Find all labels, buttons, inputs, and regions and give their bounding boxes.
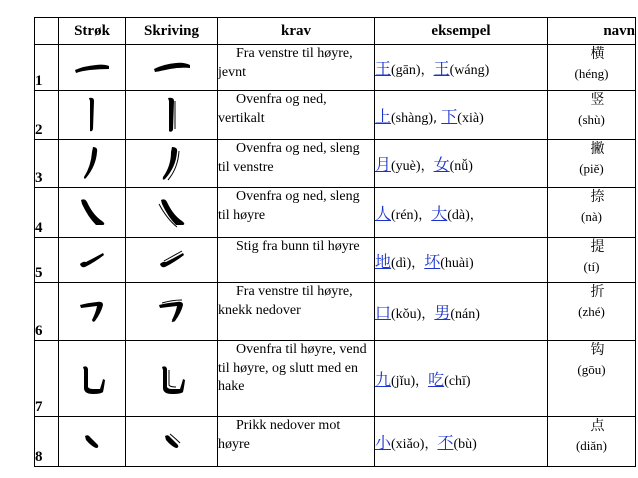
stroke-name-hanzi: 钩	[590, 342, 605, 358]
separator: ，	[469, 208, 483, 223]
example-pinyin: (gān)	[391, 63, 421, 78]
stroke-name-pinyin: (shù)	[578, 112, 605, 127]
hook-stroke-brush-icon	[156, 361, 188, 397]
stroke-name-pinyin: (nà)	[581, 209, 602, 224]
stroke-cell	[59, 283, 126, 341]
stroke-name-hanzi: 点	[590, 418, 605, 434]
header-eksempel: eksempel	[375, 18, 548, 45]
example-link[interactable]: 下	[441, 106, 458, 126]
writing-cell	[126, 188, 218, 238]
row-number: 1	[35, 45, 59, 91]
stroke-name-cell	[548, 188, 636, 238]
dot-stroke-brush-icon	[159, 429, 185, 455]
requirement-text: Ovenfra til høyre, vend til høyre, og slutt med en hake	[218, 342, 367, 394]
example-pinyin: (bù)	[453, 437, 477, 452]
table-row	[35, 91, 636, 140]
requirement-cell	[218, 238, 375, 283]
turning-stroke-icon	[77, 295, 107, 329]
writing-cell	[126, 283, 218, 341]
requirement-cell	[218, 417, 375, 467]
stroke-name-cell	[548, 341, 636, 417]
header-row	[35, 18, 636, 45]
row-number: 8	[35, 417, 59, 467]
example-pinyin: (shàng)	[391, 110, 434, 126]
separator: ，	[421, 307, 435, 322]
separator: ，	[415, 374, 429, 389]
stroke-cell	[59, 91, 126, 140]
example-pinyin: (jǐu)	[391, 374, 416, 389]
example-cell	[375, 283, 548, 341]
example-link[interactable]: 口	[375, 303, 392, 322]
example-cell	[375, 341, 548, 417]
separator: ，	[411, 255, 425, 271]
writing-cell	[126, 417, 218, 467]
example-pinyin: (xiǎo)	[391, 437, 425, 452]
left-falling-stroke-brush-icon	[159, 144, 185, 184]
example-link[interactable]: 小	[375, 433, 392, 452]
stroke-name-pinyin: (tí)	[583, 259, 600, 274]
example-pinyin: (yuè)	[391, 159, 421, 174]
stroke-name-hanzi: 竖	[590, 92, 605, 108]
stroke-name-hanzi: 提	[590, 239, 605, 255]
requirement-cell	[218, 341, 375, 417]
example-link[interactable]: 王	[433, 59, 450, 78]
writing-cell	[126, 341, 218, 417]
turning-stroke-brush-icon	[156, 295, 188, 329]
separator: ，	[420, 159, 434, 174]
example-link[interactable]: 地	[375, 251, 392, 271]
example-link[interactable]: 男	[434, 303, 451, 322]
requirement-text: Prikk nedover mot høyre	[218, 418, 341, 452]
example-pinyin: (kǒu)	[391, 307, 422, 322]
stroke-name-pinyin: (héng)	[574, 66, 609, 81]
stroke-name-cell	[548, 238, 636, 283]
requirement-cell	[218, 91, 375, 140]
stroke-name-cell	[548, 140, 636, 188]
example-pinyin: (dì)	[391, 255, 412, 271]
stroke-name-pinyin: (zhé)	[578, 304, 605, 319]
stroke-name-hanzi: 撇	[590, 141, 605, 157]
stroke-name-cell	[548, 417, 636, 467]
horizontal-stroke-icon	[72, 53, 112, 83]
horizontal-stroke-brush-icon	[150, 53, 194, 83]
writing-cell	[126, 91, 218, 140]
row-number: 7	[35, 341, 59, 417]
header-number	[35, 18, 59, 45]
stroke-cell	[59, 45, 126, 91]
table-row	[35, 417, 636, 467]
separator: ，	[418, 208, 432, 223]
row-number: 5	[35, 238, 59, 283]
table-row	[35, 45, 636, 91]
requirement-cell	[218, 45, 375, 91]
example-pinyin: (rén)	[391, 208, 419, 223]
writing-cell	[126, 238, 218, 283]
header-navn: navn	[548, 18, 636, 45]
separator: ，	[424, 437, 438, 452]
stroke-name-pinyin: (diǎn)	[575, 438, 608, 453]
writing-cell	[126, 140, 218, 188]
left-falling-stroke-icon	[80, 144, 104, 184]
stroke-name-cell	[548, 91, 636, 140]
stroke-cell	[59, 417, 126, 467]
example-cell	[375, 140, 548, 188]
header-strok: Strøk	[59, 18, 126, 45]
rising-stroke-icon	[76, 245, 108, 275]
stroke-cell	[59, 140, 126, 188]
requirement-text: Fra venstre til høyre, knekk nedover	[218, 284, 353, 318]
stroke-cell	[59, 341, 126, 417]
requirement-cell	[218, 283, 375, 341]
row-number: 4	[35, 188, 59, 238]
separator: ,	[433, 110, 442, 126]
stroke-name-cell	[548, 283, 636, 341]
example-pinyin: (wáng)	[449, 63, 490, 78]
vertical-stroke-brush-icon	[161, 95, 183, 135]
example-link[interactable]: 王	[375, 59, 392, 78]
example-cell	[375, 188, 548, 238]
stroke-name-hanzi: 折	[590, 284, 605, 300]
stroke-cell	[59, 188, 126, 238]
stroke-name-hanzi: 捺	[590, 189, 605, 205]
vertical-stroke-icon	[82, 95, 102, 135]
requirement-text: Ovenfra og ned, sleng til høyre	[218, 189, 360, 223]
stroke-table	[34, 17, 636, 467]
example-cell	[375, 417, 548, 467]
rising-stroke-brush-icon	[155, 245, 189, 275]
requirement-cell	[218, 188, 375, 238]
row-number: 2	[35, 91, 59, 140]
hook-stroke-icon	[77, 361, 107, 397]
example-link[interactable]: 女	[433, 155, 450, 174]
stroke-name-pinyin: (gōu)	[577, 362, 606, 377]
stroke-name-hanzi: 横	[590, 46, 605, 62]
writing-cell	[126, 45, 218, 91]
dot-stroke-icon	[80, 429, 104, 455]
table-row	[35, 140, 636, 188]
requirement-cell	[218, 140, 375, 188]
example-pinyin: (nǚ)	[449, 159, 473, 174]
example-link[interactable]: 吃	[428, 370, 445, 389]
example-link[interactable]: 上	[375, 106, 392, 126]
stroke-name-cell	[548, 45, 636, 91]
example-link[interactable]: 不	[437, 433, 454, 452]
example-cell	[375, 45, 548, 91]
example-link[interactable]: 大	[431, 204, 448, 223]
table-row	[35, 283, 636, 341]
requirement-text: Fra venstre til høyre, jevnt	[218, 46, 353, 80]
table-row	[35, 341, 636, 417]
example-pinyin: (dà)	[447, 208, 470, 223]
separator: ，	[420, 63, 434, 78]
requirement-text: Ovenfra og ned, sleng til venstre	[218, 141, 360, 175]
example-pinyin: (nán)	[450, 307, 480, 322]
example-link[interactable]: 月	[375, 155, 392, 174]
stroke-name-pinyin: (piě)	[579, 161, 604, 176]
requirement-text: Stig fra bunn til høyre	[236, 239, 360, 254]
row-number: 6	[35, 283, 59, 341]
example-cell	[375, 91, 548, 140]
right-falling-stroke-brush-icon	[155, 195, 189, 231]
header-skriving: Skriving	[126, 18, 218, 45]
stroke-cell	[59, 238, 126, 283]
example-pinyin: (chī)	[444, 374, 471, 389]
example-pinyin: (xià)	[457, 110, 484, 126]
example-link[interactable]: 坏	[424, 251, 441, 271]
header-krav: krav	[218, 18, 375, 45]
example-link[interactable]: 人	[375, 204, 392, 223]
requirement-text: Ovenfra og ned, vertikalt	[218, 92, 327, 126]
example-link[interactable]: 九	[375, 370, 392, 389]
table-row	[35, 188, 636, 238]
row-number: 3	[35, 140, 59, 188]
right-falling-stroke-icon	[76, 195, 108, 231]
table-row	[35, 238, 636, 283]
example-cell	[375, 238, 548, 283]
example-pinyin: (huài)	[440, 255, 474, 271]
